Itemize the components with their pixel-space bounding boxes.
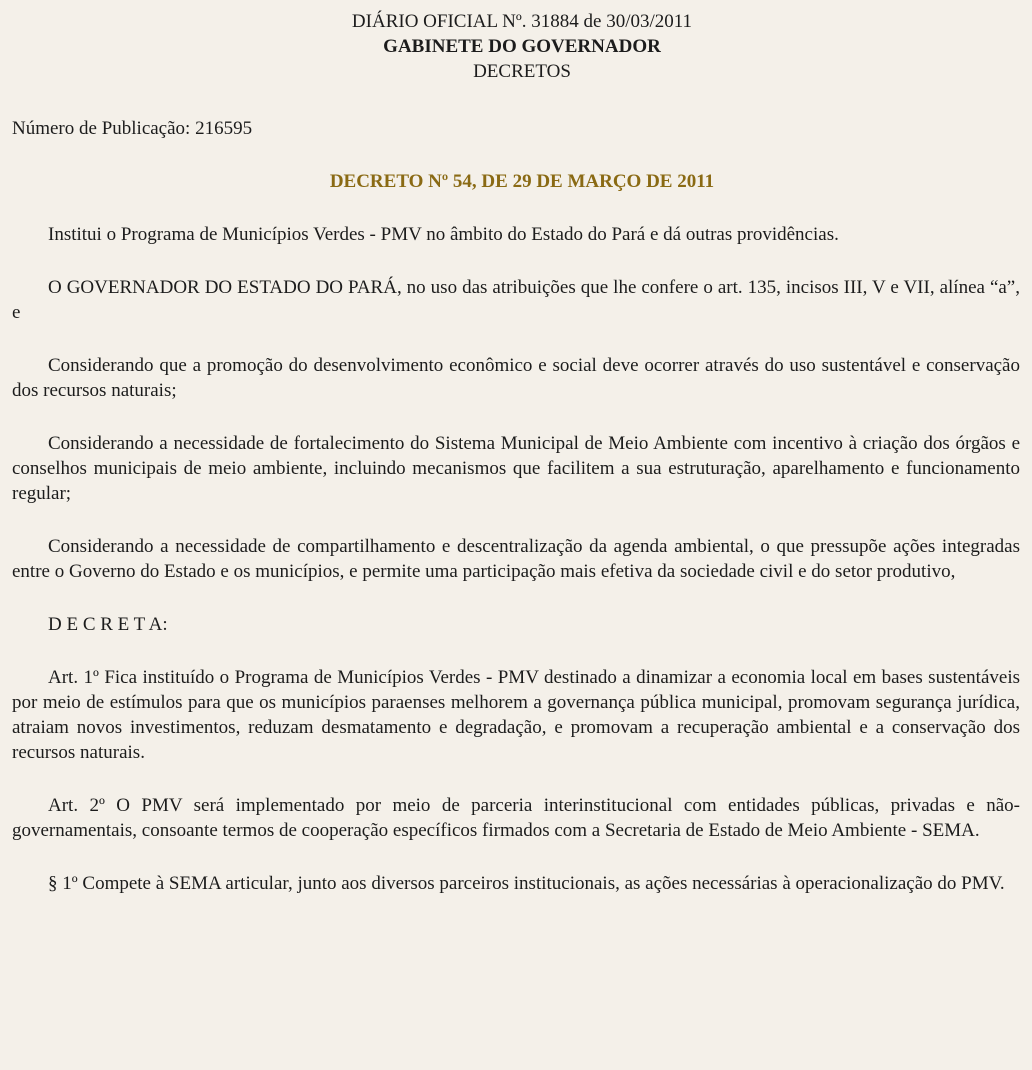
- article-2: Art. 2º O PMV será implementado por meio de parceria interinstitucional com entidades públicas, privadas e não-governamentais, consoante termos de cooperação específicos firmados com a Secretaria de Estado de Meio Ambiente - SEMA.: [12, 795, 1020, 841]
- article-1: Art. 1º Fica instituído o Programa de Municípios Verdes - PMV destinado a dinamizar a economia local em bases sustentáveis por meio de estímulos para que os municípios paraenses melhorem a governança pública municipal, promovam segurança jurídica, atraiam novos investimentos, reduzam desmatamento e degradação, e promovam a recuperação ambiental e a conservação dos recursos naturais.: [12, 667, 1020, 763]
- whereas-clause-1: Considerando que a promoção do desenvolvimento econômico e social deve ocorrer através do uso sustentável e conservação dos recursos naturais;: [12, 355, 1020, 401]
- preamble-governor: O GOVERNADOR DO ESTADO DO PARÁ, no uso das atribuições que lhe confere o art. 135, incisos III, V e VII, alínea “a”, e: [12, 277, 1020, 323]
- masthead: [12, 9, 1032, 84]
- whereas-clause-2: Considerando a necessidade de fortalecimento do Sistema Municipal de Meio Ambiente com incentivo à criação dos órgãos e conselhos municipais de meio ambiente, incluindo mecanismos que facilitem a sua estruturação, aparelhamento e funcionamento regular;: [12, 433, 1020, 504]
- office-name: GABINETE DO GOVERNADOR: [383, 36, 661, 57]
- section-name: DECRETOS: [473, 61, 571, 82]
- publication-number: Número de Publicação: 216595: [12, 118, 253, 139]
- decrees-heading: D E C R E T A:: [48, 614, 168, 635]
- decree-summary: Institui o Programa de Municípios Verdes - PMV no âmbito do Estado do Pará e dá outras providências.: [48, 224, 839, 245]
- gazette-edition: DIÁRIO OFICIAL Nº. 31884 de 30/03/2011: [351, 11, 693, 32]
- decree-title: DECRETO Nº 54, DE 29 DE MARÇO DE 2011: [329, 171, 715, 192]
- whereas-clause-3: Considerando a necessidade de compartilhamento e descentralização da agenda ambiental, o que pressupõe ações integradas entre o Governo do Estado e os municípios, e permite uma participação mais efetiva da sociedade civil e do setor produtivo,: [12, 536, 1020, 582]
- article-2-paragraph-1: § 1º Compete à SEMA articular, junto aos diversos parceiros institucionais, as ações necessárias à operacionalização do PMV.: [48, 873, 1005, 894]
